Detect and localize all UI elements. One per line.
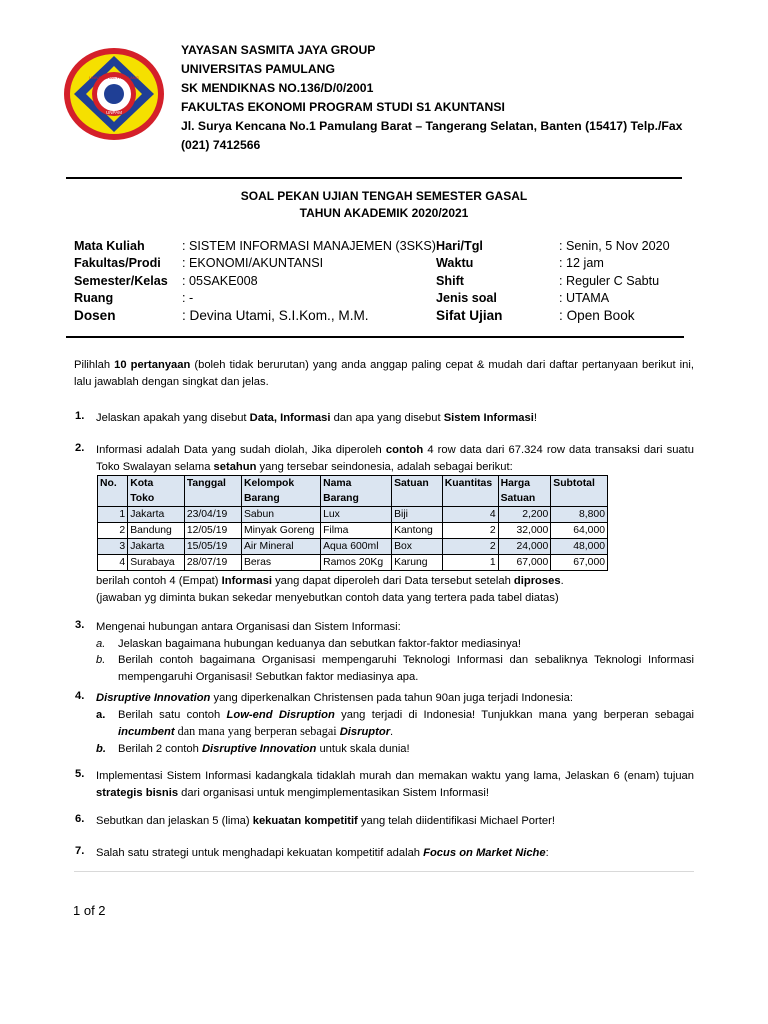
exam-info-table [74,237,670,325]
table-cell: 2,200 [498,507,551,523]
question-7-number: 7. [75,845,85,857]
day-date-label: Hari/Tgl [436,238,483,253]
semester-value: : 05SAKE008 [182,273,258,288]
semester-label: Semester/Kelas [74,273,168,288]
column-header: Tanggal [184,476,241,507]
table-cell: 48,000 [551,539,608,555]
faculty-name: FAKULTAS EKONOMI PROGRAM STUDI S1 AKUNTANSI [181,100,505,114]
exam-nature-value: : Open Book [559,308,635,324]
university-name: UNIVERSITAS PAMULANG [181,62,335,76]
question-3-number: 3. [75,619,85,631]
question-type-label: Jenis soal [436,291,497,306]
question-5: Implementasi Sistem Informasi kadangkala tidaklah murah dan memakan waktu yang lama, Jelaskan 6 (enam) tujuan strategis bisnis dari organisasi untuk mengimplementasikan Sistem Informasi! [96,770,694,799]
table-cell: 1 [442,555,498,571]
table-cell: Aqua 600ml [321,539,392,555]
university-logo [62,46,166,142]
question-5-number: 5. [75,768,85,780]
course-label: Mata Kuliah [74,238,145,253]
table-cell: 2 [98,523,128,539]
question-3b: b. Berilah contoh bagaimana Organisasi mempengaruhi Teknologi Informasi dan sebaliknya Teknologi Informasi mempengaruhi Organisasi! Sebutkan faktor mediasinya apa. [96,654,694,683]
table-cell: 2 [442,539,498,555]
table-cell: Lux [321,507,392,523]
table-cell: 1 [98,507,128,523]
exam-nature-label: Sifat Ujian [436,308,503,324]
question-7: Salah satu strategi untuk menghadapi kekuatan kompetitif adalah Focus on Market Niche: [96,847,549,859]
table-cell: 4 [98,555,128,571]
question-1-number: 1. [75,410,85,422]
question-2-number: 2. [75,442,85,454]
faculty-label: Fakultas/Prodi [74,256,161,271]
time-label: Waktu [436,256,474,271]
question-type-value: : UTAMA [559,291,610,306]
table-cell: 24,000 [498,539,551,555]
table-cell: Air Mineral [241,539,320,555]
column-header: Harga Satuan [498,476,551,507]
table-cell: Minyak Goreng [241,523,320,539]
column-header: Subtotal [551,476,608,507]
table-cell: Sabun [241,507,320,523]
decree-number: SK MENDIKNAS NO.136/D/0/2001 [181,81,374,95]
table-cell: 67,000 [551,555,608,571]
page-number: 1 of 2 [73,903,106,918]
time-value: : 12 jam [559,256,604,271]
table-cell: Karung [392,555,443,571]
column-header: Kuantitas [442,476,498,507]
table-cell: 23/04/19 [184,507,241,523]
shift-label: Shift [436,273,464,288]
letterhead [181,41,682,155]
question-2: Informasi adalah Data yang sudah diolah, Jika diperoleh contoh 4 row data dari 67.324 row data transaksi dari suatu Toko Swalayan selama setahun yang tersebar seindonesia, adalah sebagai berikut: [96,444,694,473]
table-cell: Kantong [392,523,443,539]
table-cell: Ramos 20Kg [321,555,392,571]
column-header: No. [98,476,128,507]
table-cell: Biji [392,507,443,523]
column-header: Satuan [392,476,443,507]
question-6: Sebutkan dan jelaskan 5 (lima) kekuatan kompetitif yang telah diidentifikasi Michael Porter! [96,815,555,827]
question-4a: a. Berilah satu contoh Low-end Disruption yang terjadi di Indonesia! Tunjukkan mana yang berperan sebagai incumbent dan mana yang berperan sebagai Disruptor. [96,708,694,738]
shift-value: : Reguler C Sabtu [559,273,660,288]
question-6-number: 6. [75,813,85,825]
faculty-value: : EKONOMI/AKUNTANSI [182,256,324,271]
table-cell: 12/05/19 [184,523,241,539]
exam-title: SOAL PEKAN UJIAN TENGAH SEMESTER GASAL [240,189,528,203]
table-cell: Bandung [128,523,185,539]
column-header: Nama Barang [321,476,392,507]
academic-year: TAHUN AKADEMIK 2020/2021 [299,206,469,220]
address-line-1: Jl. Surya Kencana No.1 Pamulang Barat – Tangerang Selatan, Banten (15417) Telp./Fax [181,119,683,133]
day-date-value: : Senin, 5 Nov 2020 [559,238,670,253]
table-row [98,555,608,571]
question-4-number: 4. [75,690,85,702]
header-rule [66,177,682,179]
table-cell: 67,000 [498,555,551,571]
room-label: Ruang [74,291,114,306]
logo-ring-text: UNIVERSITAS PAMULANG [89,75,139,80]
table-cell: Box [392,539,443,555]
table-cell: Surabaya [128,555,185,571]
table-row [98,507,608,523]
footer-rule [74,871,694,872]
table-cell: Jakarta [128,507,185,523]
table-cell: Filma [321,523,392,539]
instructions: Pilihlah 10 pertanyaan (boleh tidak berurutan) yang anda anggap paling cepat & mudah dari daftar pertanyaan berikut ini, lalu jawablah dengan singkat dan jelas. [74,359,694,388]
table-cell: 3 [98,539,128,555]
question-3: Mengenai hubungan antara Organisasi dan Sistem Informasi: a. Jelaskan bagaimana hubungan keduanya dan sebutkan faktor-faktor mediasinya! b. Berilah contoh bagaimana Organisasi mempengaruhi Teknologi Informasi dan sebaliknya Teknologi Informasi mempengaruhi Organisasi! Sebutkan faktor mediasinya apa. [96,619,694,685]
table-cell: Beras [241,555,320,571]
table-cell: 2 [442,523,498,539]
table-cell: 4 [442,507,498,523]
question-4: Disruptive Innovation yang diperkenalkan Christensen pada tahun 90an juga terjadi Indonesia: a. Berilah satu contoh Low-end Disruption yang terjadi di Indonesia! Tunjukkan mana yang berperan sebagai incumbent dan mana yang berperan sebagai Disruptor. b. Berilah 2 contoh Disruptive Innovation untuk skala dunia! [96,690,694,757]
logo-bottom-text: UNPAM [106,110,122,115]
question-4b: b. Berilah 2 contoh Disruptive Innovation untuk skala dunia! [96,742,410,755]
course-value: : SISTEM INFORMASI MANAJEMEN (3SKS) [182,238,437,253]
info-rule [66,336,684,338]
table-cell: Jakarta [128,539,185,555]
column-header: Kota Toko [128,476,185,507]
table-cell: 15/05/19 [184,539,241,555]
table-header-row [98,476,608,507]
lecturer-label: Dosen [74,308,116,324]
table-cell: 32,000 [498,523,551,539]
question-2-continuation: berilah contoh 4 (Empat) Informasi yang dapat diperoleh dari Data tersebut setelah diproses. (jawaban yg diminta bukan sekedar menyebutkan contoh data yang tertera pada tabel diatas) [96,575,564,604]
foundation-name: YAYASAN SASMITA JAYA GROUP [181,43,376,57]
column-header: Kelompok Barang [241,476,320,507]
question-2-note: (jawaban yg diminta bukan sekedar menyebutkan contoh data yang tertera pada tabel diatas) [96,591,559,604]
table-cell: 8,800 [551,507,608,523]
table-cell: 28/07/19 [184,555,241,571]
question-1: Jelaskan apakah yang disebut Data, Informasi dan apa yang disebut Sistem Informasi! [96,412,537,424]
lecturer-value: : Devina Utami, S.I.Kom., M.M. [182,308,369,324]
table-cell: 64,000 [551,523,608,539]
transaction-table [97,475,608,571]
room-value: : - [182,291,194,306]
address-line-2: (021) 7412566 [181,138,261,152]
table-row [98,539,608,555]
question-3a: a. Jelaskan bagaimana hubungan keduanya dan sebutkan faktor-faktor mediasinya! [96,637,522,650]
table-row [98,523,608,539]
